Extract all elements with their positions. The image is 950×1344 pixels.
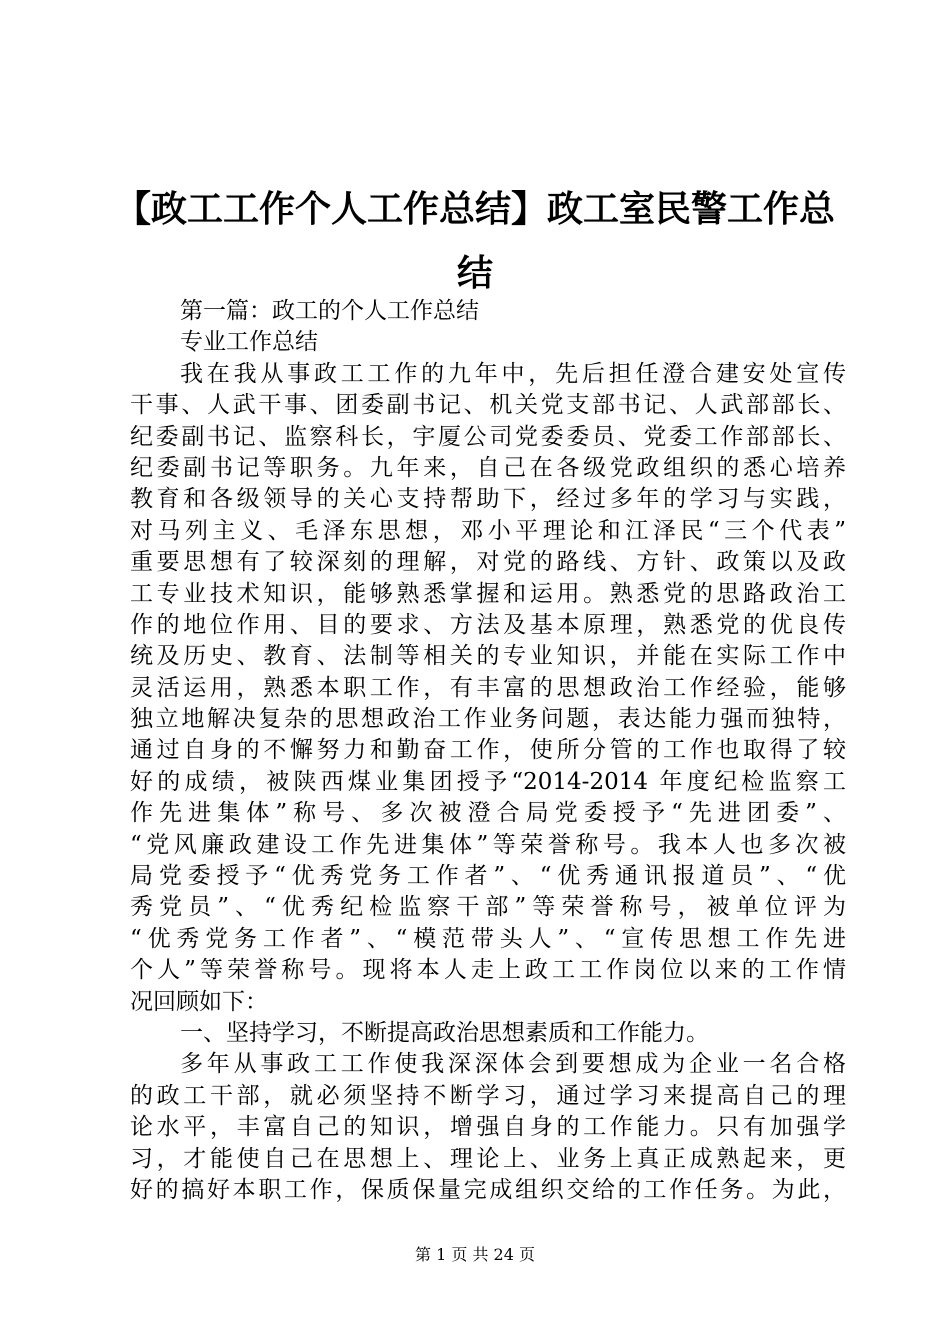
text-line: 况回顾如下：	[130, 988, 268, 1015]
text-line: 教育和各级领导的关心支持帮助下，经过多年的学习与实践，	[130, 486, 846, 513]
text-line: 对马列主义、毛泽东思想，邓小平理论和江泽民“三个代表”	[130, 517, 846, 544]
text-line: “党风廉政建设工作先进集体”等荣誉称号。我本人也多次被	[130, 831, 846, 858]
text-line: 的政工干部，就必须坚持不断学习，通过学习来提高自己的理	[130, 1082, 846, 1109]
title-line-2: 结	[456, 253, 493, 294]
text-line: 一、坚持学习，不断提高政治思想素质和工作能力。	[180, 1019, 709, 1046]
title-line-1: 【政工工作个人工作总结】政工室民警工作总	[114, 189, 835, 230]
text-line: 好的搞好本职工作，保质保量完成组织交给的工作任务。为此，	[130, 1176, 846, 1203]
text-line: 作的地位作用、目的要求、方法及基本原理，熟悉党的优良传	[130, 611, 846, 638]
document-body	[130, 296, 846, 1206]
text-line: 重要思想有了较深刻的理解，对党的路线、方针、政策以及政	[130, 549, 846, 576]
text-line: 干事、人武干事、团委副书记、机关党支部书记、人武部部长、	[130, 392, 846, 419]
page-footer: 第 1 页 共 24 页	[415, 1245, 535, 1264]
text-line: 工专业技术知识，能够熟悉掌握和运用。熟悉党的思路政治工	[130, 580, 846, 607]
text-line: 局党委授予“优秀党务工作者”、“优秀通讯报道员”、“优	[130, 863, 846, 890]
text-line: 习，才能使自己在思想上、理论上、业务上真正成熟起来，更	[130, 1145, 846, 1172]
text-line: 统及历史、教育、法制等相关的专业知识，并能在实际工作中	[130, 643, 846, 670]
text-line: 秀党员”、“优秀纪检监察干部”等荣誉称号，被单位评为	[130, 894, 846, 921]
text-line: “优秀党务工作者”、“模范带头人”、“宣传思想工作先进	[130, 925, 846, 952]
text-line: 作先进集体”称号、多次被澄合局党委授予“先进团委”、	[130, 800, 846, 827]
text-line: 专业工作总结	[180, 329, 318, 356]
text-line: 论水平，丰富自己的知识，增强自身的工作能力。只有加强学	[130, 1114, 846, 1141]
document-title	[110, 178, 840, 306]
text-line: 个人”等荣誉称号。现将本人走上政工工作岗位以来的工作情	[130, 957, 846, 984]
text-line: 纪委副书记等职务。九年来，自己在各级党政组织的悉心培养	[130, 454, 846, 481]
text-line: 我在我从事政工工作的九年中，先后担任澄合建安处宣传	[180, 360, 846, 387]
text-line: 灵活运用，熟悉本职工作，有丰富的思想政治工作经验，能够	[130, 674, 846, 701]
text-line: 独立地解决复杂的思想政治工作业务问题，表达能力强而独特，	[130, 706, 846, 733]
text-line: 纪委副书记、监察科长，宇厦公司党委委员、党委工作部部长、	[130, 423, 846, 450]
text-line: 第一篇：政工的个人工作总结	[180, 298, 479, 324]
text-line: 通过自身的不懈努力和勤奋工作，使所分管的工作也取得了较	[130, 737, 846, 764]
text-line: 多年从事政工工作使我深深体会到要想成为企业一名合格	[180, 1051, 846, 1078]
text-line: 好的成绩，被陕西煤业集团授予“2014-2014 年度纪检监察工	[130, 768, 846, 795]
